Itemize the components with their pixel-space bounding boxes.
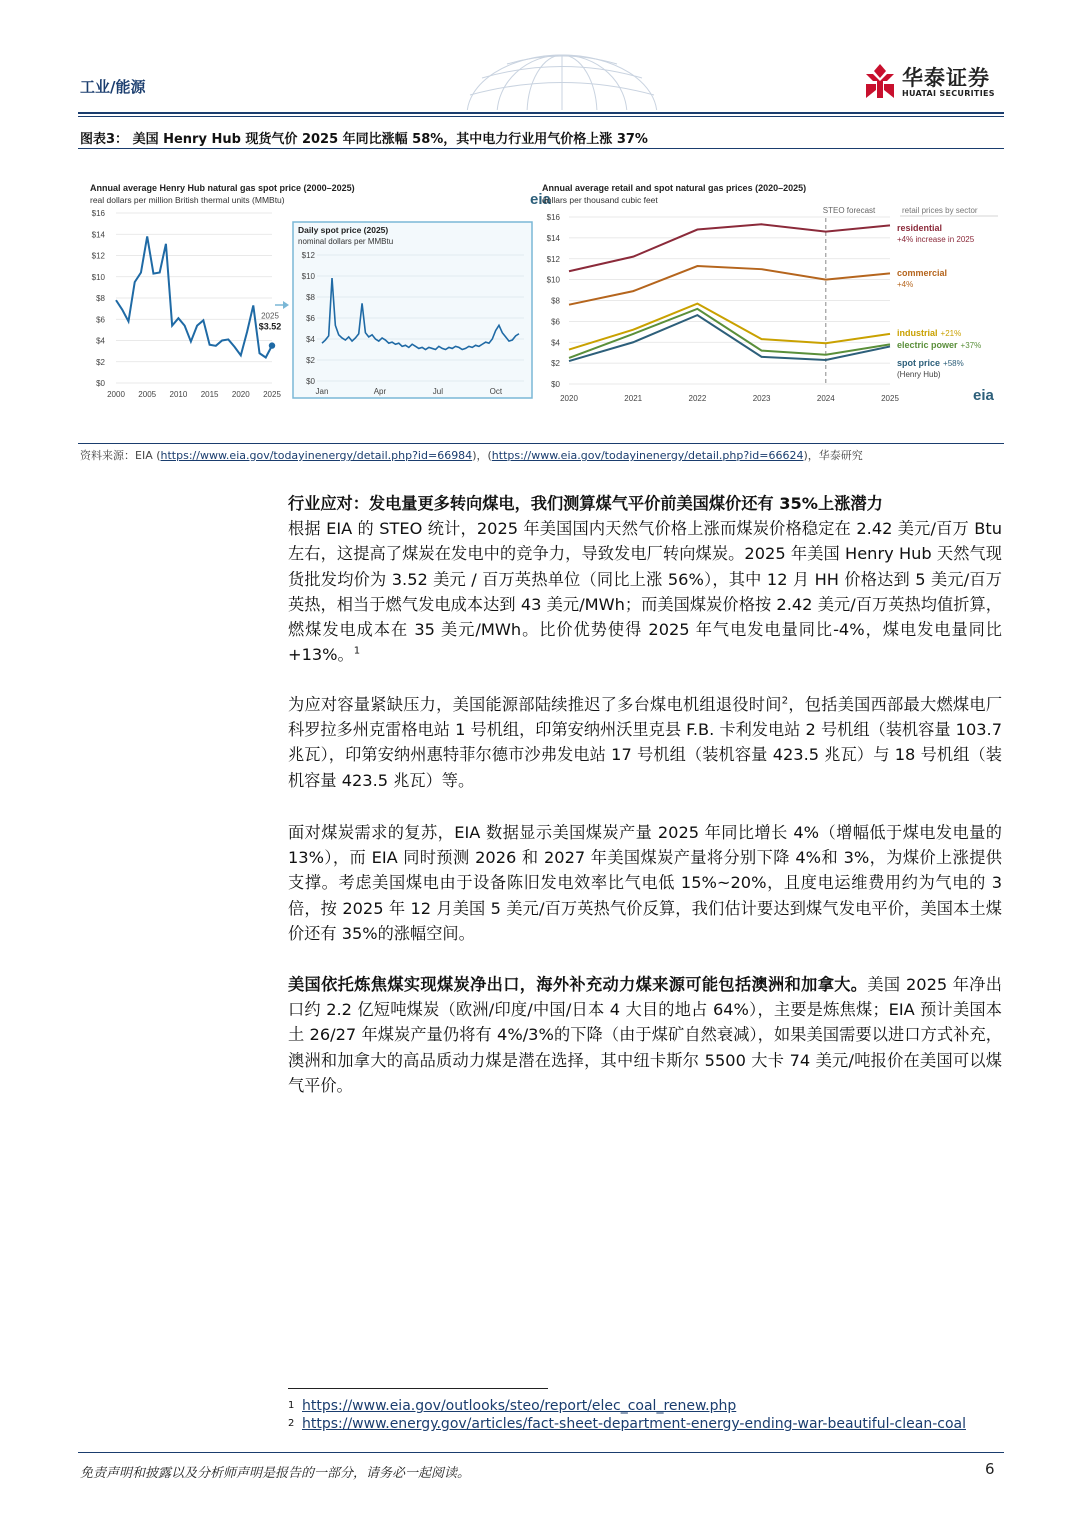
paragraph-text: 面对煤炭需求的复苏，EIA 数据显示美国煤炭产量 2025 年同比增长 4%（增幅低于煤电发电量的 13%），而 EIA 同时预测 2026 和 2027 年美国煤炭产量将分别下降 4%和 3%，为煤价上涨提供支撑。考虑美国煤电由于设备陈旧发电效率比气电低 15%~20%，且度电运维费用约为气电的 3 倍，按 2025 年 12 月美国 5 美元/百万英热气价反算，我们估计要达到煤气发电平价，美国本土煤价还有 35%的涨幅空间。 xyxy=(288,823,1002,943)
brand-cn: 华泰证券 xyxy=(902,66,990,90)
legend-electric-power-name: electric power xyxy=(897,340,958,350)
huatai-logo-mark-icon xyxy=(864,64,896,98)
chart-subtitle: dollars per thousand cubic feet xyxy=(542,195,658,205)
legend-residential-note: +4% increase in 2025 xyxy=(897,235,975,244)
paragraph-coal-exports xyxy=(288,972,1002,1098)
legend-electric-power xyxy=(897,340,981,350)
series-line-electric-power xyxy=(569,309,890,358)
source-divider xyxy=(78,443,1004,444)
x-tick-label: 2005 xyxy=(138,390,157,399)
retail-spot-prices-chart xyxy=(530,183,998,404)
y-tick-label: $0 xyxy=(306,377,315,386)
y-tick-label: $12 xyxy=(91,251,105,261)
y-tick-label: $2 xyxy=(96,357,105,367)
legend-spot-price-note: +58% xyxy=(943,359,964,368)
annotation-value: $3.52 xyxy=(258,321,282,332)
chart-title: Annual average retail and spot natural gas prices (2020–2025) xyxy=(542,183,807,193)
legend-industrial-note: +21% xyxy=(940,329,962,338)
paragraph-heading: 行业应对：发电量更多转向煤电，我们测算煤气平价前美国煤价还有 35%上涨潜力 xyxy=(288,494,883,513)
inset-title: Daily spot price (2025) xyxy=(298,225,389,235)
footnote-number: 1 xyxy=(288,1400,295,1411)
annotation-year: 2025 xyxy=(261,311,279,321)
source-prefix: 资料来源：EIA ( xyxy=(80,449,161,462)
source-link-1[interactable]: https://www.eia.gov/todayinenergy/detail.php?id=66984 xyxy=(160,449,473,462)
y-tick-label: $0 xyxy=(96,379,105,388)
x-tick-label: Jan xyxy=(315,387,329,396)
y-tick-label: $8 xyxy=(96,294,105,303)
y-tick-label: $0 xyxy=(551,380,560,389)
legend-spot-price-sub: (Henry Hub) xyxy=(897,370,941,379)
y-tick-label: $2 xyxy=(306,356,315,365)
y-tick-label: $2 xyxy=(551,359,560,369)
figure-title-divider xyxy=(78,148,1004,149)
y-tick-label: $8 xyxy=(551,296,560,306)
paragraph-heading: 美国依托炼焦煤实现煤炭净出口，海外补充动力煤来源可能包括澳洲和加拿大。 xyxy=(288,975,868,994)
y-tick-label: $6 xyxy=(306,314,315,323)
series-line xyxy=(116,236,272,357)
y-tick-label: $4 xyxy=(306,335,315,344)
x-tick-label: 2022 xyxy=(688,394,707,403)
legend-residential: residential xyxy=(897,223,943,233)
paragraph-text: 美国 2025 年净出口约 2.2 亿短吨煤炭（欧洲/印度/中国/日本 4 大目的地占 64%），主要是炼焦煤；EIA 预计美国本土 26/27 年煤炭产量仍将有 4%/3%的下降（由于煤矿自然衰减），如果美国需要以进口方式补充，澳洲和加拿大的高品质动力煤是潜在选择，其中纽卡斯尔 5500 大卡 74 美元/吨报价在美国可以煤气平价。 xyxy=(288,975,1002,1095)
eia-logo-icon-bottom: eia xyxy=(973,387,994,404)
x-tick-label: 2010 xyxy=(169,390,188,399)
footnote-ref-1[interactable]: 1 xyxy=(353,645,361,657)
last-point-marker xyxy=(269,342,275,348)
y-tick-label: $14 xyxy=(546,233,560,243)
y-tick-label: $12 xyxy=(546,254,560,264)
x-tick-label: Apr xyxy=(373,387,387,396)
x-tick-label: 2015 xyxy=(200,390,219,399)
paragraph-retirement-delay xyxy=(288,692,1002,793)
x-tick-label: 2000 xyxy=(107,390,125,399)
footnote-number: 2 xyxy=(288,1418,295,1429)
series-line-residential xyxy=(569,224,890,271)
chart-subtitle: real dollars per million British thermal units (MMBtu) xyxy=(90,195,285,205)
y-tick-label: $10 xyxy=(91,272,105,282)
y-tick-label: $6 xyxy=(551,317,560,327)
legend-spot-price xyxy=(897,358,964,368)
legend-commercial-note: +4% xyxy=(897,280,914,289)
eia-logo-icon: eia xyxy=(530,191,551,208)
series-line-industrial xyxy=(569,304,890,350)
source-mid: )，( xyxy=(472,449,492,462)
x-tick-label: 2025 xyxy=(881,394,899,403)
y-tick-label: $10 xyxy=(546,275,560,285)
x-tick-label: 2020 xyxy=(560,394,578,403)
source-suffix: )，华泰研究 xyxy=(803,449,863,462)
footnote-1 xyxy=(288,1397,736,1415)
figure-charts xyxy=(80,170,1004,410)
source-link-2[interactable]: https://www.eia.gov/todayinenergy/detail.php?id=66624 xyxy=(491,449,804,462)
paragraph-text: 为应对容量紧缺压力，美国能源部陆续推迟了多台煤电机组退役时间 xyxy=(288,695,782,714)
footnote-2 xyxy=(288,1415,966,1433)
paragraph-text: 根据 EIA 的 STEO 统计，2025 年美国国内天然气价格上涨而煤炭价格稳定在 2.42 美元/百万 Btu 左右，这提高了煤炭在发电中的竞争力，导致发电厂转向煤炭。2025 年美国 Henry Hub 天然气现货批发均价为 3.52 美元 / 百万英热单位（同比上涨 56%），其中 12 月 HH 价格达到 5 美元/百万英热，相当于燃气发电成本达到 43 美元/MWh；而美国煤炭价格按 2.42 美元/百万英热均值折算，燃煤发电成本在 35 美元/MWh。比价优势使得 2025 年气电发电量同比-4%，煤电发电量同比+13%。 xyxy=(288,519,1002,665)
legend-header: retail prices by sector xyxy=(902,206,978,215)
footnote-link[interactable]: https://www.eia.gov/outlooks/steo/report/elec_coal_renew.php xyxy=(302,1398,737,1414)
legend-commercial: commercial xyxy=(897,268,948,278)
inset-subtitle: nominal dollars per MMBtu xyxy=(298,237,394,246)
legend-industrial xyxy=(897,328,961,338)
paragraph-coal-response xyxy=(288,491,1002,667)
huatai-logo xyxy=(864,62,1004,102)
y-tick-label: $12 xyxy=(301,251,315,260)
daily-spot-inset-chart xyxy=(293,222,532,398)
x-tick-label: 2023 xyxy=(752,394,771,403)
chart-title: Annual average Henry Hub natural gas spot price (2000–2025) xyxy=(90,183,355,193)
footnote-ref-2[interactable]: 2 xyxy=(781,695,789,707)
figure-title: 图表3： 美国 Henry Hub 现货气价 2025 年同比涨幅 58%，其中电力行业用气价格上涨 37% xyxy=(80,132,648,147)
footnote-divider xyxy=(288,1388,548,1389)
x-tick-label: 2020 xyxy=(231,390,250,399)
forecast-label: STEO forecast xyxy=(822,206,876,215)
footnote-link[interactable]: https://www.energy.gov/articles/fact-sheet-department-energy-ending-war-beautiful-clean-coal xyxy=(302,1416,966,1432)
y-tick-label: $14 xyxy=(91,230,105,240)
globe-watermark-icon xyxy=(412,40,672,110)
header-divider xyxy=(78,112,1004,114)
header-divider-thin xyxy=(78,116,1004,117)
y-tick-label: $6 xyxy=(96,315,105,325)
y-tick-label: $8 xyxy=(306,293,315,302)
x-tick-label: 2025 xyxy=(263,390,281,399)
y-tick-label: $4 xyxy=(551,338,560,348)
page-number: 6 xyxy=(985,1460,995,1478)
y-tick-label: $4 xyxy=(96,336,105,346)
inset-frame xyxy=(293,222,532,398)
series-line-commercial xyxy=(569,266,890,305)
y-tick-label: $16 xyxy=(91,209,105,218)
x-tick-label: Jul xyxy=(432,387,443,396)
y-tick-label: $10 xyxy=(301,272,315,281)
legend-spot-price-name: spot price xyxy=(897,358,941,368)
legend-industrial-name: industrial xyxy=(897,328,938,338)
footer-divider xyxy=(78,1452,1004,1453)
legend-electric-power-note: +37% xyxy=(960,341,982,350)
footer-disclaimer: 免责声明和披露以及分析师声明是报告的一部分，请务必一起阅读。 xyxy=(80,1466,471,1481)
figure-source xyxy=(80,447,863,463)
inset-arrow-icon xyxy=(283,301,289,309)
y-tick-label: $16 xyxy=(546,213,560,222)
brand-en: HUATAI SECURITIES xyxy=(902,89,995,98)
header-section-label: 工业/能源 xyxy=(80,78,146,96)
paragraph-text-cont: ，包括美国西部最大燃煤电厂科罗拉多州克雷格电站 1 号机组，印第安纳州沃里克县 F.B. 卡利发电站 2 号机组（装机容量 103.7 兆瓦），印第安纳州惠特菲尔德市沙弗发电站 17 号机组（装机容量 423.5 兆瓦）与 18 号机组（装机容量 423.5 兆瓦）等。 xyxy=(288,695,1003,790)
x-tick-label: 2024 xyxy=(816,394,835,403)
x-tick-label: 2021 xyxy=(624,394,643,403)
x-tick-label: Oct xyxy=(489,387,503,396)
paragraph-coal-production xyxy=(288,820,1002,946)
